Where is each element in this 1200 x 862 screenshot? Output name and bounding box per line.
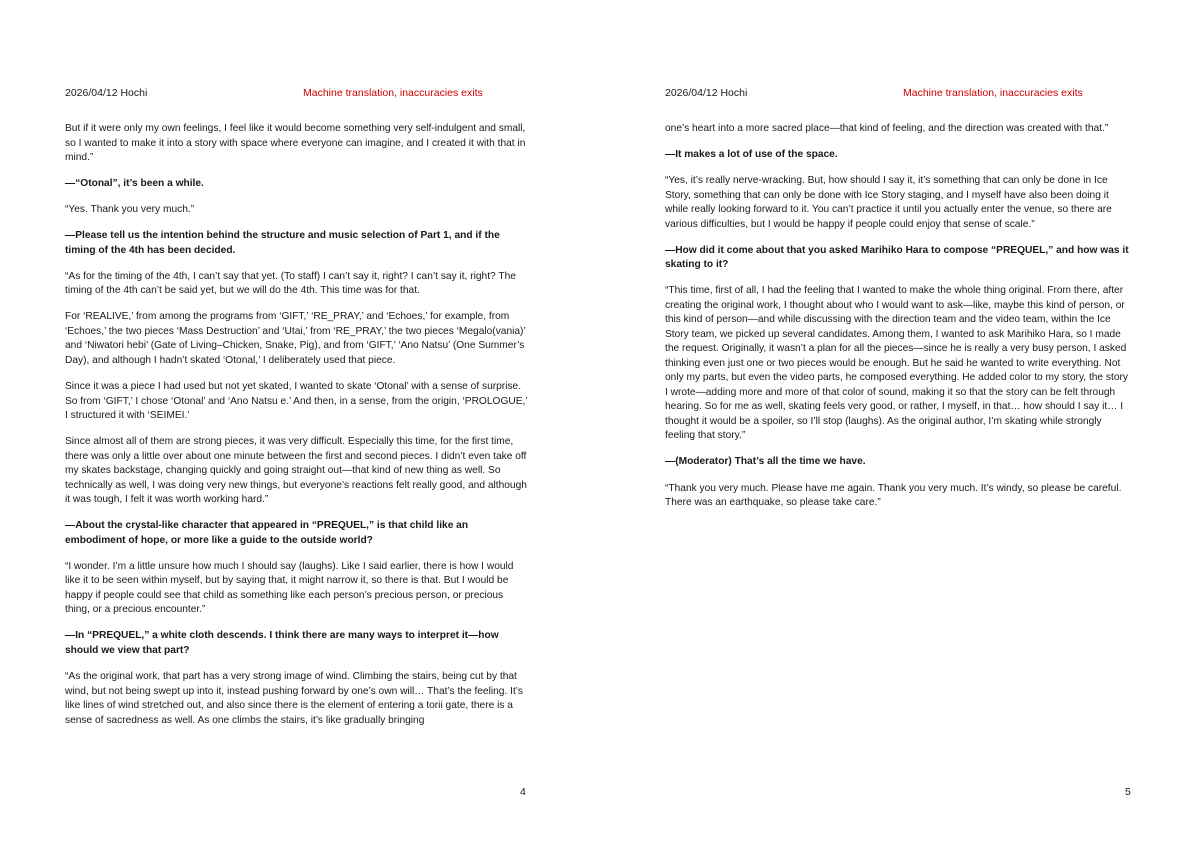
answer-paragraph: “This time, first of all, I had the feeling that I wanted to make the whole thing original. From there, after creating the original work, I thought about who I would want to ask—like, maybe this kind of person, or this kind of person—and while discussing with the direction team and the video team, within the Ice Story team, we picked up several candidates. Among them, I wanted to ask Marihiko Hara, so I made the request. Originally, it wasn’t a plan for all the pieces—since he is really a very busy person, I asked thinking even just one or two pieces would be enough. But he said he wanted to write everything. Not only my parts, but even the video parts, he composed everything. He added color to my story, the story I wrote—adding more and more of that color of sound, making it so that the story can be felt through hearing. So for me as well, skating feels very good, or rather, I myself, in that… how should I say it… I thought it would be a spoiler, so I’ll stop (laughs). As the original author, I’m skating while strongly feeling that story.” xyxy=(665,285,1129,442)
question-paragraph: —(Moderator) That’s all the time we have. xyxy=(665,456,866,468)
answer-paragraph: “Yes. Thank you very much.” xyxy=(65,204,195,216)
header-translation-note: Machine translation, inaccuracies exits xyxy=(903,87,1083,99)
answer-paragraph: But if it were only my own feelings, I feel like it would become something very self-indulgent and small, so I wanted to make it into a story with space where everyone can imagine, and I created it with that in mind.” xyxy=(65,123,526,163)
question-paragraph: —About the crystal-like character that appeared in “PREQUEL,” is that child like an embodiment of hope, or more like a guide to the outside world? xyxy=(65,520,469,546)
answer-paragraph: For ‘REALIVE,’ from among the programs from ‘GIFT,’ ‘RE_PRAY,’ and ‘Echoes,’ for example, from ‘Echoes,’ the two pieces ‘Mass Destruction’ and ‘Utai,’ from ‘RE_PRAY,’ the two pieces ‘Megalo(vania)’ and ‘Niwatori hebi’ (Gate of Living–Chicken, Snake, Pig), and from ‘GIFT,’ ‘Ano Natsu’ (One Summer’s Day), and although I hadn’t skated ‘Otonal,’ I deliberately used that piece. xyxy=(65,311,526,366)
answer-paragraph: “Thank you very much. Please have me again. Thank you very much. It’s windy, so please be careful. There was an earthquake, so please take care.” xyxy=(665,482,1122,509)
page-number: 5 xyxy=(1125,786,1131,798)
answer-paragraph: “As for the timing of the 4th, I can’t say that yet. (To staff) I can’t say it, right? I can’t say it, right? The timing of the 4th can’t be said yet, but we will do the 4th. This time was for that. xyxy=(65,270,516,297)
page-number: 4 xyxy=(520,786,526,798)
answer-paragraph: “I wonder. I’m a little unsure how much I should say (laughs). Like I said earlier, there is how I would like it to be seen within myself, but by saying that, it might narrow it, so there is that. But I would be happy if people could see that child as something like each person’s precious person, or precious thing, or a precious encounter.” xyxy=(65,560,514,616)
question-paragraph: —Please tell us the intention behind the structure and music selection of Part 1, and if the timing of the 4th has been decided. xyxy=(65,230,500,256)
header-date: 2026/04/12 Hochi xyxy=(665,87,748,99)
page-body xyxy=(665,122,1130,522)
answer-paragraph: “Yes, it’s really nerve-wracking. But, how should I say it, it’s something that can only be done in Ice Story, something that can only be done with Ice Story staging, and I myself have also been doing it while really looking forward to it. You can’t practice it until you actually enter the venue, so there are various difficulties, but I would be happy if people could enjoy that sense of scale.” xyxy=(665,175,1112,230)
page-body xyxy=(65,122,530,740)
header-date: 2026/04/12 Hochi xyxy=(65,87,148,99)
question-paragraph: —“Otonal”, it’s been a while. xyxy=(65,178,204,190)
page-header xyxy=(65,87,535,103)
question-paragraph: —How did it come about that you asked Marihiko Hara to compose “PREQUEL,” and how was it skating to it? xyxy=(665,244,1129,271)
question-paragraph: —It makes a lot of use of the space. xyxy=(665,149,838,161)
answer-paragraph: Since almost all of them are strong pieces, it was very difficult. Especially this time, for the first time, there was only a little over about one minute between the first and second pieces. I didn’t even take off my skates backstage, changing quickly and going straight out—that kind of new thing as well. So technically as well, I was doing very new things, but everyone’s reactions felt really good, and although it was tough, I felt it was worth working hard.” xyxy=(65,436,527,506)
answer-paragraph: Since it was a piece I had used but not yet skated, I wanted to skate ‘Otonal’ with a sense of surprise. So from ‘GIFT,’ I chose ‘Otonal’ and ‘Ano Natsu e.’ And then, in a sense, from the origin, ‘PROLOGUE,’ I structured it with ‘SEIMEI.’ xyxy=(65,381,528,422)
answer-paragraph: “As the original work, that part has a very strong image of wind. Climbing the stairs, being cut by that wind, but not being swept up into it, instead pushing forward by one’s own will… That’s the feeling. It’s like lines of wind stretched out, and also since there is the element of entering a torii gate, there is a sense of sacredness as well. As one climbs the stairs, it’s like gradually bringing xyxy=(65,671,523,726)
answer-paragraph: one’s heart into a more sacred place—that kind of feeling, and the direction was created with that.” xyxy=(665,123,1109,134)
page-right xyxy=(600,0,1200,862)
page-header xyxy=(665,87,1135,103)
question-paragraph: —In “PREQUEL,” a white cloth descends. I think there are many ways to interpret it—how should we view that part? xyxy=(65,630,499,656)
header-translation-note: Machine translation, inaccuracies exits xyxy=(303,87,483,99)
